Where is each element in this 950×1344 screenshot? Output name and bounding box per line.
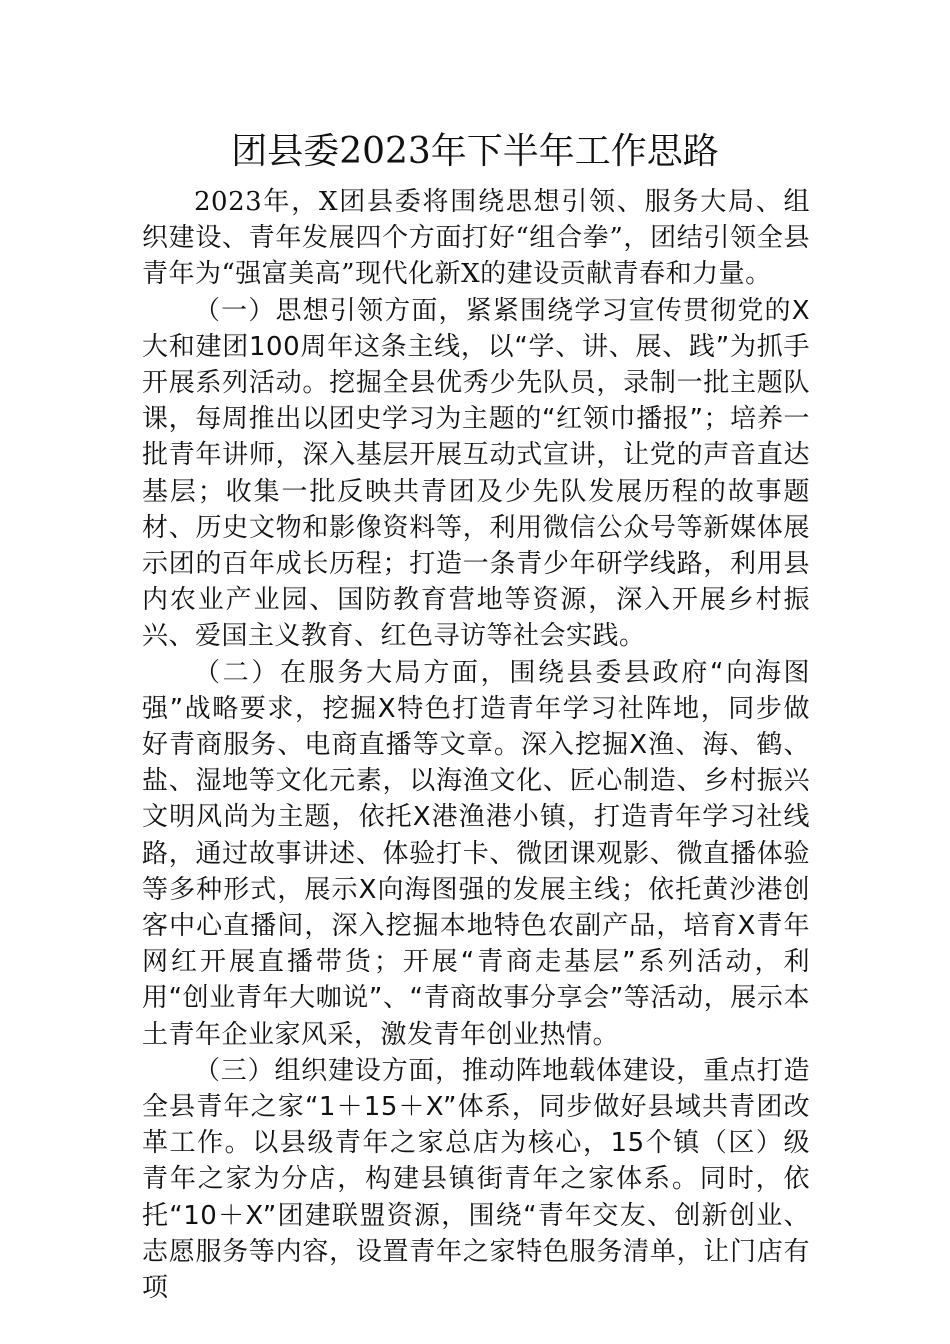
paragraph-serving-overall: （二）在服务大局方面，围绕县委县政府“向海图强”战略要求，挖掘X特色打造青年学习社阵地，同步做好青商服务、电商直播等文章。深入挖掘X渔、海、鹤、盐、湿地等文化元素，以海渔文化、匠心制造、乡村振兴文明风尚为主题，依托X港渔港小镇，打造青年学习社线路，通过故事讲述、体验打卡、微团课观影、微直播体验等多种形式，展示X向海图强的发展主线；依托黄沙港创客中心直播间，深入挖掘本地特色农副产品，培育X青年网红开展直播带货；开展“青商走基层”系列活动，利用“创业青年大咖说”、“青商故事分享会”等活动，展示本土青年企业家风采，激发青年创业热情。 [142,657,810,1050]
paragraph-ideological-guidance: （一）思想引领方面，紧紧围绕学习宣传贯彻党的X大和建团100周年这条主线，以“学、讲、展、践”为抓手开展系列活动。挖掘全县优秀少先队员，录制一批主题队课，每周推出以团史学习为主题的“红领巾播报”；培养一批青年讲师，深入基层开展互动式宣讲，让党的声音直达基层；收集一批反映共青团及少先队发展历程的故事题材、历史文物和影像资料等，利用微信公众号等新媒体展示团的百年成长历程；打造一条青少年研学线路，利用县内农业产业园、国防教育营地等资源，深入开展乡村振兴、爱国主义教育、红色寻访等社会实践。 [142,295,810,652]
document-title: 团县委2023年下半年工作思路 [231,131,719,172]
paragraph-organization-building: （三）组织建设方面，推动阵地载体建设，重点打造全县青年之家“1＋15＋X”体系，同步做好县域共青团改革工作。以县级青年之家总店为核心，15个镇（区）级青年之家为分店，构建县镇街青年之家体系。同时，依托“10＋X”团建联盟资源，围绕“青年交友、创新创业、志愿服务等内容，设置青年之家特色服务清单，让门店有项 [142,1055,810,1304]
paragraph-intro: 2023年，X团县委将围绕思想引领、服务大局、组织建设、青年发展四个方面打好“组合拳”，团结引领全县青年为“强富美高”现代化新X的建设贡献青春和力量。 [142,187,810,290]
document-body [142,184,810,1306]
